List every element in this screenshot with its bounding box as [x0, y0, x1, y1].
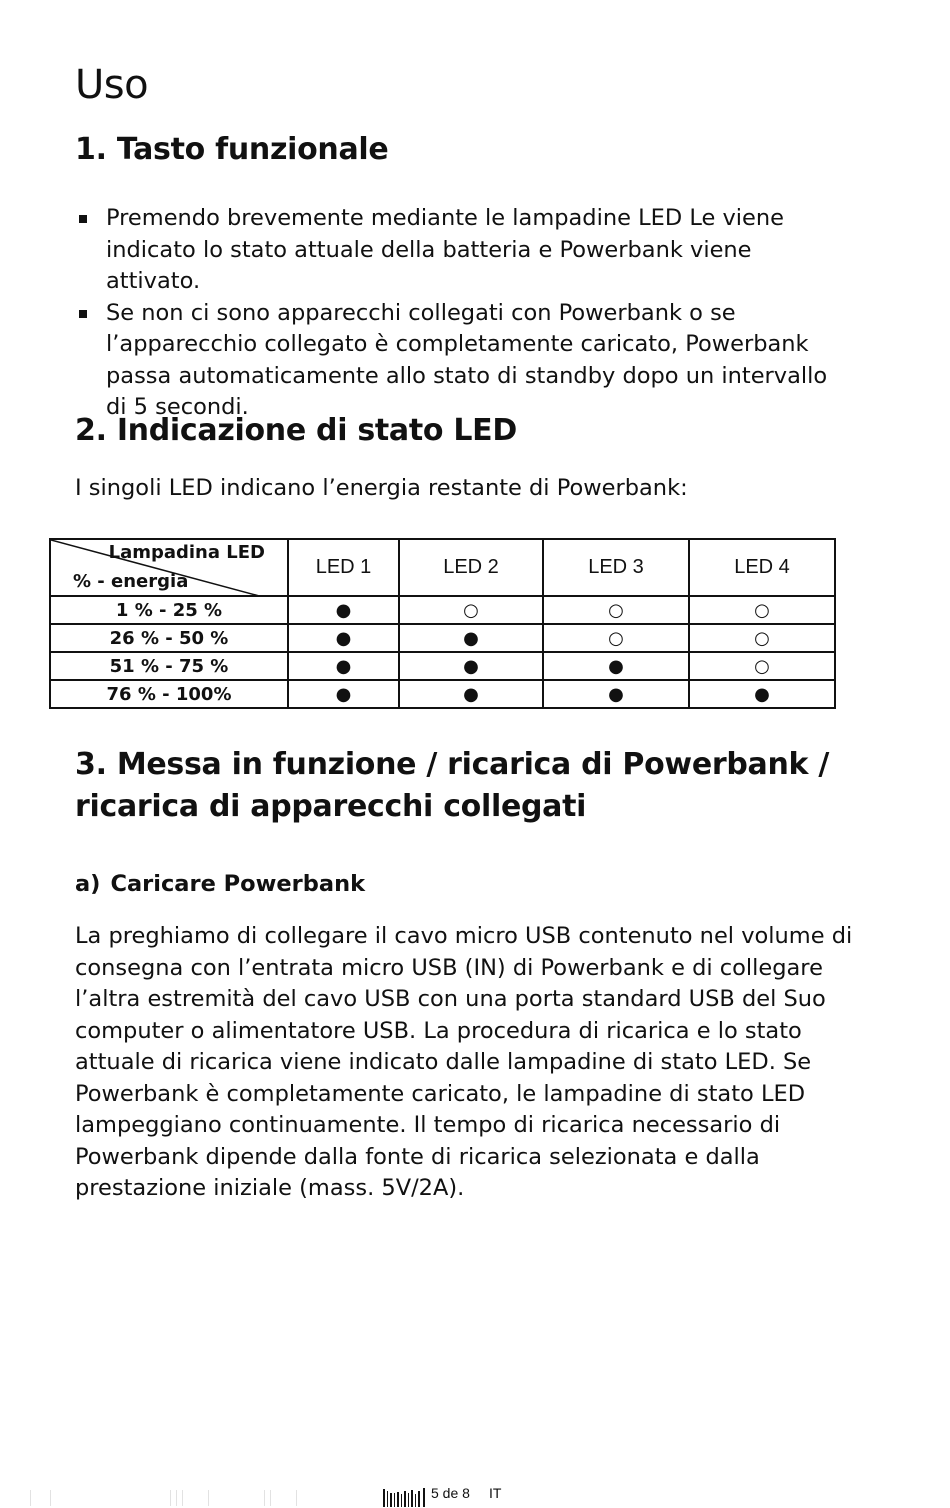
corner-label-led: Lampadina LED [108, 542, 265, 563]
led-state-cell: ○ [399, 596, 543, 624]
led-state-cell: ● [288, 624, 399, 652]
table-corner-cell [50, 539, 288, 596]
row-label: 1 % - 25 % [50, 596, 288, 624]
column-header-led4: LED 4 [689, 539, 835, 596]
body-paragraph: La preghiamo di collegare il cavo micro USB contenuto nel volume di consegna con l’entrata micro USB (IN) di Powerbank e di collegare l’altra estremità del cavo USB con una porta standard USB del Suo computer o alimentatore USB. La procedura di ricarica e lo stato attuale di ricarica viene indicato dalle lampadine di stato LED. Se Powerbank è completamente caricato, le lampadine di stato LED lampeggiano continuamente. Il tempo di ricarica necessario di Powerbank dipende dalla fonte di ricarica selezionata e dalla prestazione iniziale (mass. 5V/2A). [75, 923, 853, 1201]
column-header-led1: LED 1 [288, 539, 399, 596]
led-state-cell: ● [399, 624, 543, 652]
table-header-row [50, 539, 835, 596]
corner-label-energy: % - energia [73, 571, 189, 592]
led-state-cell: ● [543, 680, 689, 708]
led-state-cell: ○ [689, 596, 835, 624]
faint-barcode-marks [30, 1488, 330, 1508]
led-state-cell: ○ [543, 624, 689, 652]
list-item-text: Premendo brevemente mediante le lampadine LED Le viene indicato lo stato attuale della batteria e Powerbank viene attivato. [106, 205, 784, 294]
led-state-cell: ● [543, 652, 689, 680]
row-label: 76 % - 100% [50, 680, 288, 708]
led-state-cell: ○ [689, 652, 835, 680]
subsection-title: Caricare Powerbank [110, 871, 366, 897]
led-state-cell: ● [399, 680, 543, 708]
language-code: IT [489, 1485, 502, 1501]
table-row [50, 652, 835, 680]
section-heading-tasto-funzionale: 1. Tasto funzionale [75, 132, 389, 167]
list-item [75, 298, 835, 424]
subsection-label: a) [75, 871, 101, 897]
led-state-cell: ○ [543, 596, 689, 624]
section-heading-messa-in-funzione-line2: ricarica di apparecchi collegati [75, 789, 587, 824]
page-number: 5 de 8 [431, 1485, 470, 1501]
table-intro: I singoli LED indicano l’energia restante di Powerbank: [75, 475, 688, 501]
barcode-icon [383, 1485, 431, 1507]
square-bullet-icon [79, 310, 87, 318]
table-row [50, 624, 835, 652]
column-header-led2: LED 2 [399, 539, 543, 596]
led-state-cell: ● [399, 652, 543, 680]
led-state-cell: ● [288, 596, 399, 624]
square-bullet-icon [79, 215, 87, 223]
led-state-cell: ● [288, 680, 399, 708]
subsection-heading [75, 871, 365, 897]
section-heading-messa-in-funzione-line1: 3. Messa in funzione / ricarica di Powerbank / [75, 747, 830, 782]
led-state-cell: ○ [689, 624, 835, 652]
led-status-table [49, 538, 836, 709]
column-header-led3: LED 3 [543, 539, 689, 596]
list-item [75, 203, 835, 298]
page-title: Uso [75, 62, 149, 108]
section-heading-indicazione-led: 2. Indicazione di stato LED [75, 413, 517, 448]
led-state-cell: ● [288, 652, 399, 680]
table-row [50, 596, 835, 624]
row-label: 26 % - 50 % [50, 624, 288, 652]
bullet-list [75, 203, 835, 424]
list-item-text: Se non ci sono apparecchi collegati con Powerbank o se l’apparecchio collegato è completamente caricato, Powerbank passa automaticamente allo stato di standby dopo un intervallo di 5 secondi. [106, 299, 828, 420]
row-label: 51 % - 75 % [50, 652, 288, 680]
table-row [50, 680, 835, 708]
led-state-cell: ● [689, 680, 835, 708]
